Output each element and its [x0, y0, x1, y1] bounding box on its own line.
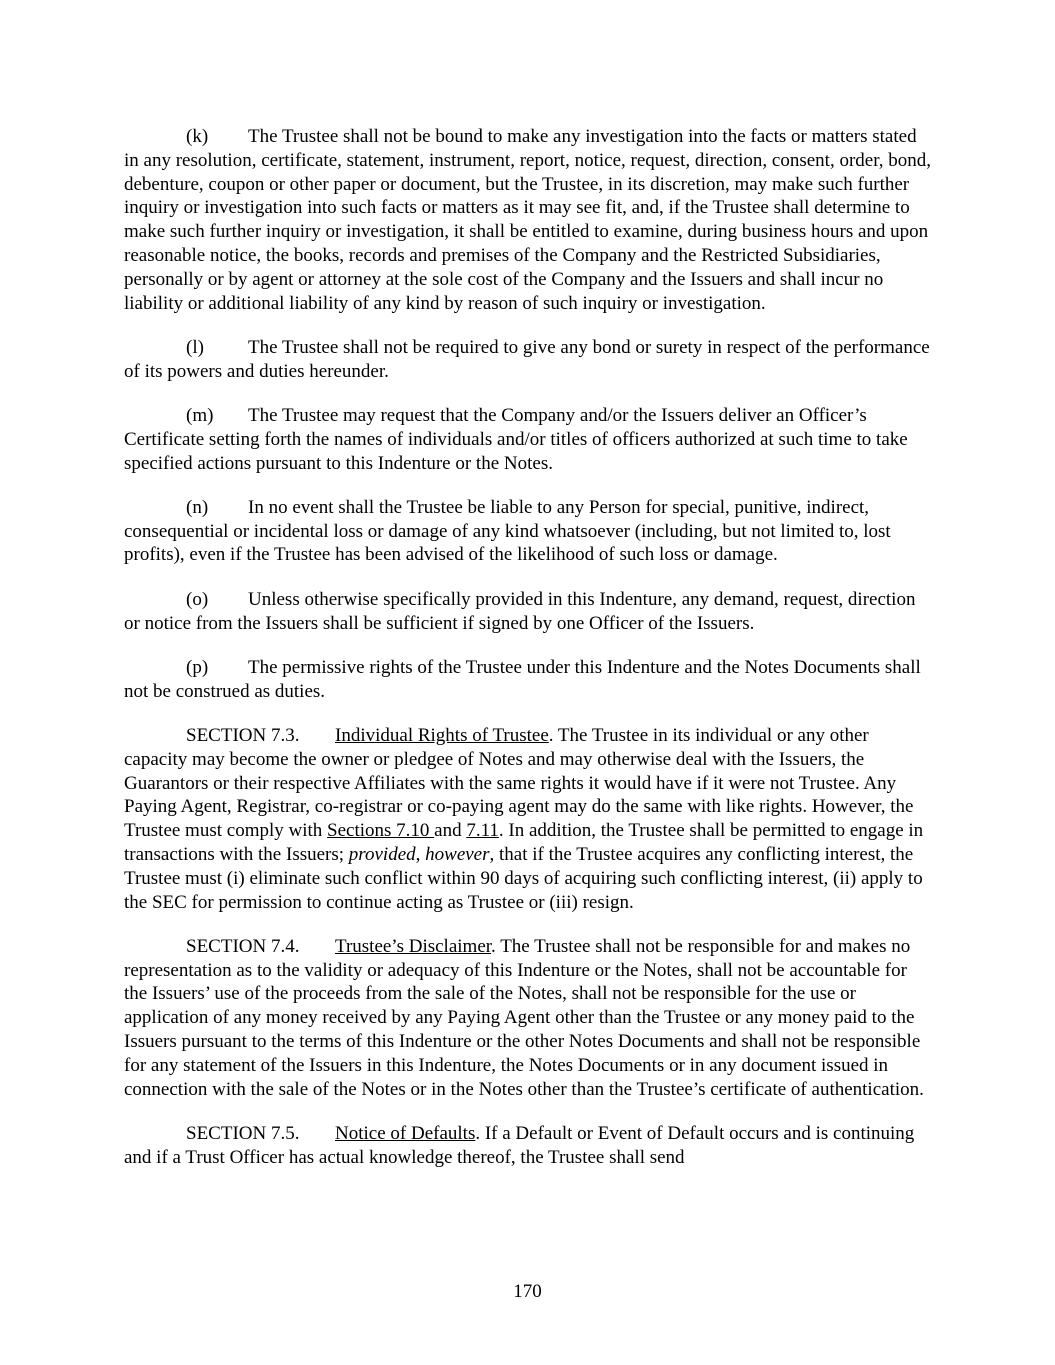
emphasis-text: provided: [348, 843, 416, 865]
paragraph-l: [124, 336, 934, 384]
paragraph-text: The permissive rights of the Trustee under this Indenture and the Notes Documents shall not be construed as duties.: [124, 656, 921, 702]
section-7-4: [124, 935, 934, 1102]
paragraph-text: The Trustee may request that the Company and/or the Issuers deliver an Officer’s Certificate setting forth the names of individuals and/or titles of officers authorized at such time to take specified actions pursuant to this Indenture or the Notes.: [124, 404, 908, 474]
section-heading: Individual Rights of Trustee: [335, 724, 549, 746]
section-heading: Notice of Defaults: [335, 1122, 476, 1144]
section-text: . If a Default or Event of Default occurs and is continuing and if a Trust Officer has actual knowledge thereof, the Trustee shall send: [124, 1122, 915, 1168]
paragraph-label: (o): [186, 588, 209, 610]
section-reference: 7.11: [466, 820, 499, 842]
paragraph-text: The Trustee shall not be required to give any bond or surety in respect of the performance of its powers and duties hereunder.: [124, 336, 930, 382]
paragraph-label: (k): [186, 126, 209, 147]
section-reference: Sections 7.10: [327, 820, 435, 842]
section-label: SECTION 7.3.: [186, 724, 300, 746]
page-number: 170: [513, 1281, 542, 1302]
paragraph-text: In no event shall the Trustee be liable to any Person for special, punitive, indirect, consequential or incidental loss or damage of any kind whatsoever (including, but not limited to, lost profits), even if the Trustee has been advised of the likelihood of such loss or damage.: [124, 496, 891, 566]
document-body: [124, 125, 934, 1190]
paragraph-text: Unless otherwise specifically provided in this Indenture, any demand, request, direction or notice from the Issuers shall be sufficient if signed by one Officer of the Issuers.: [124, 588, 916, 634]
paragraph-n: [124, 496, 934, 567]
section-label: SECTION 7.4.: [186, 935, 300, 957]
paragraph-k: [124, 125, 934, 315]
section-text: . In addition, the Trustee shall be permitted to engage in transactions with the Issuers;: [124, 820, 924, 865]
paragraph-p: [124, 656, 934, 704]
section-7-3: [124, 724, 934, 914]
paragraph-label: (n): [186, 496, 209, 518]
section-text: and: [434, 820, 467, 842]
section-text: ,: [415, 843, 426, 865]
paragraph-label: (m): [186, 404, 214, 426]
section-7-5: [124, 1122, 934, 1170]
paragraph-o: [124, 588, 934, 636]
section-text: . The Trustee in its individual or any other capacity may become the owner or pledgee of Notes and may otherwise deal with the Issuers, the Guarantors or their respective Affiliates with the same rights it would have if it were not Trustee. Any Paying Agent, Registrar, co-registrar or co-paying agent may do the same with like rights. However, the Trustee must comply with: [124, 724, 914, 842]
paragraph-label: (l): [186, 336, 204, 358]
section-text: , that if the Trustee acquires any conflicting interest, the Trustee must (i) eliminate such conflict within 90 days of acquiring such conflicting interest, (ii) apply to the SEC for permission to continue acting as Trustee or (iii) resign.: [124, 843, 923, 913]
section-heading: Trustee’s Disclaimer: [335, 935, 492, 957]
section-text: . The Trustee shall not be responsible for and makes no representation as to the validity or adequacy of this Indenture or the Notes, shall not be accountable for the Issuers’ use of the proceeds from the sale of the Notes, shall not be responsible for the use or application of any money received by any Paying Agent other than the Trustee or any money paid to the Issuers pursuant to the terms of this Indenture or the other Notes Documents and shall not be responsible for any statement of the Issuers in this Indenture, the Notes Documents or in any document issued in connection with the sale of the Notes or in the Notes other than the Trustee’s certificate of authentication.: [124, 935, 924, 1100]
paragraph-label: (p): [186, 656, 209, 678]
paragraph-text: The Trustee shall not be bound to make any investigation into the facts or matters stated in any resolution, certificate, statement, instrument, report, notice, request, direction, consent, order, bond, debenture, coupon or other paper or document, but the Trustee, in its discretion, may make such further inquiry or investigation into such facts or matters as it may see fit, and, if the Trustee shall determine to make such further inquiry or investigation, it shall be entitled to examine, during business hours and upon reasonable notice, the books, records and premises of the Company and the Restricted Subsidiaries, personally or by agent or attorney at the sole cost of the Company and the Issuers and shall incur no liability or additional liability of any kind by reason of such inquiry or investigation.: [124, 126, 932, 314]
section-label: SECTION 7.5.: [186, 1122, 300, 1144]
paragraph-m: [124, 404, 934, 475]
emphasis-text: however: [425, 843, 490, 865]
